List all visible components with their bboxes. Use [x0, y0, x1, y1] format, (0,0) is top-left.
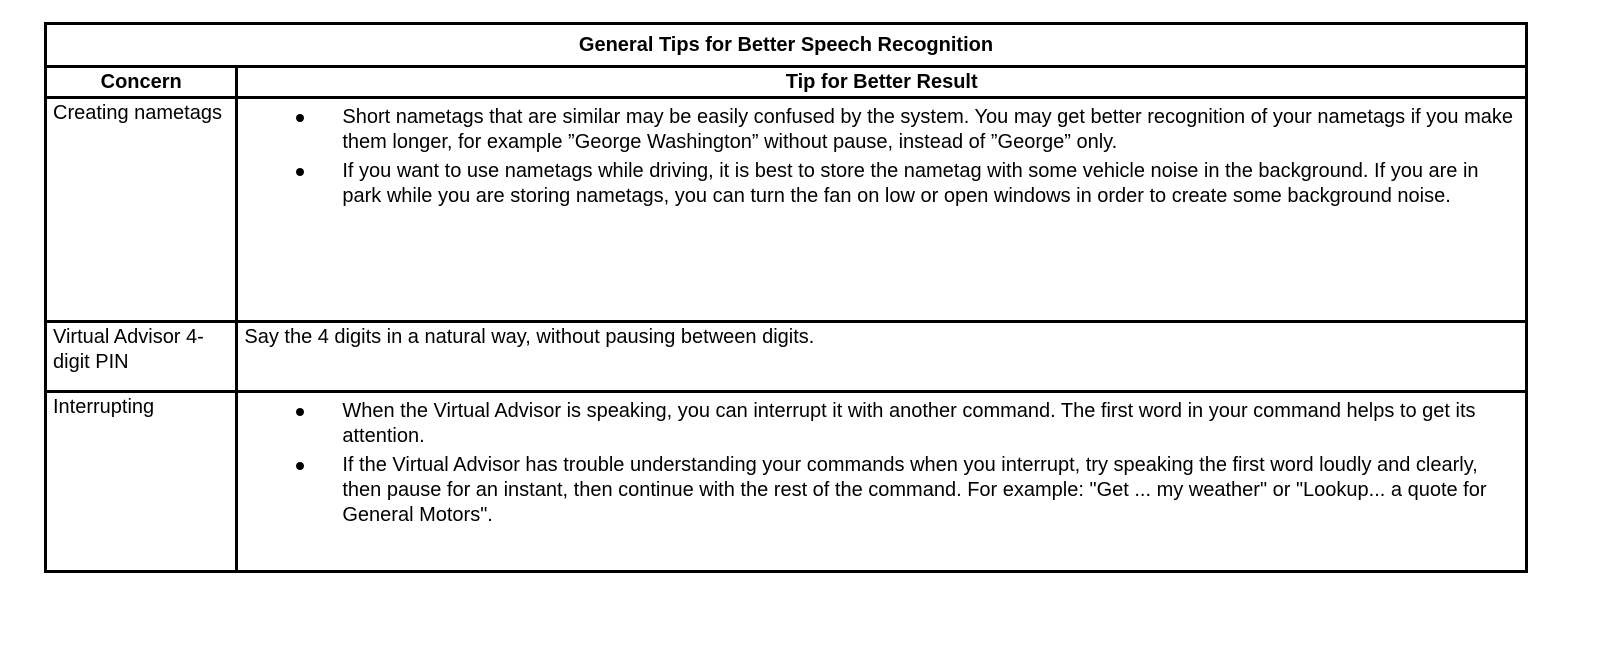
- table-row: [46, 322, 1527, 392]
- tip-text: If the Virtual Advisor has trouble understanding your commands when you interrupt, try speaking the first word loudly and clearly, then pause for an instant, then continue with the rest of the command. For example: "Get ... my weather" or "Lookup... a quote for General Motors".: [342, 454, 1487, 526]
- table-header-row: [46, 67, 1527, 98]
- bullet-icon: [296, 114, 304, 122]
- table-row: [46, 392, 1527, 572]
- concern-cell: Interrupting: [46, 392, 237, 572]
- tip-list-item: [342, 399, 1515, 449]
- header-tip: Tip for Better Result: [237, 67, 1527, 98]
- bullet-icon: [296, 168, 304, 176]
- table-row: [46, 98, 1527, 322]
- header-concern: Concern: [46, 67, 237, 98]
- speech-tips-table: [44, 22, 1528, 573]
- tip-text: When the Virtual Advisor is speaking, you can interrupt it with another command. The first word in your command helps to get its attention.: [342, 400, 1476, 447]
- tip-text: If you want to use nametags while driving, it is best to store the nametag with some vehicle noise in the background. If you are in park while you are storing nametags, you can turn the fan on low or open windows in order to create some background noise.: [342, 160, 1479, 207]
- tip-cell: Say the 4 digits in a natural way, without pausing between digits.: [237, 322, 1527, 392]
- tip-cell: [237, 392, 1527, 572]
- tip-list: [242, 399, 1515, 528]
- tip-list-item: [342, 159, 1515, 209]
- bullet-icon: [296, 408, 304, 416]
- table-title: General Tips for Better Speech Recognition: [46, 24, 1527, 67]
- tip-cell: [237, 98, 1527, 322]
- table-title-row: [46, 24, 1527, 67]
- tip-text: Short nametags that are similar may be easily confused by the system. You may get better recognition of your nametags if you make them longer, for example ”George Washington” without pause, instead of ”George” only.: [342, 106, 1513, 153]
- tip-list-item: [342, 105, 1515, 155]
- concern-cell: Creating nametags: [46, 98, 237, 322]
- tip-list: [242, 105, 1515, 209]
- tip-list-item: [342, 453, 1515, 528]
- concern-cell: Virtual Advisor 4-digit PIN: [46, 322, 237, 392]
- bullet-icon: [296, 462, 304, 470]
